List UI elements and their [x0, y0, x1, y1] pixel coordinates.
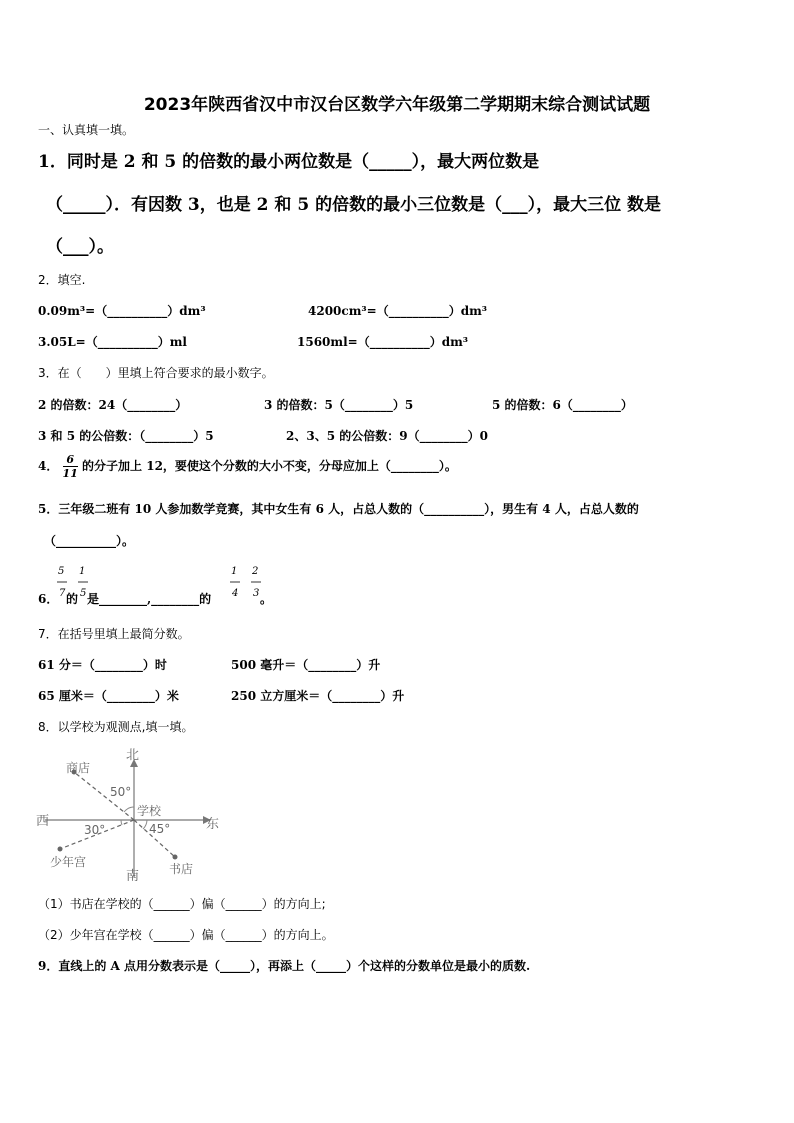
fraction-denominator: 4: [232, 588, 239, 599]
question-7-item: 250 立方厘米＝（________）升: [231, 689, 405, 703]
youth-palace-label: 少年宫: [50, 855, 87, 869]
angle-arc: [124, 807, 134, 812]
section-heading: 一、认真填一填。: [38, 123, 135, 137]
question-3-label: 3．在（ ）里填上符合要求的最小数字。: [38, 366, 274, 380]
youth-palace-point: [58, 847, 63, 852]
question-6-text: 。: [260, 592, 273, 606]
question-8-sub-2: （2）少年宫在学校（______）偏（______）的方向上。: [38, 928, 334, 942]
angle-label-45: 45°: [149, 822, 171, 836]
south-label: 南: [126, 869, 140, 884]
question-4: [38, 453, 457, 480]
question-3-item: 5 的倍数：6（________）: [492, 398, 633, 412]
fraction-denominator: 5: [80, 588, 87, 599]
question-5-line-1: 5．三年级二班有 10 人参加数学竞赛，其中女生有 6 人，占总人数的（__________），男生有 4 人，占总人数的: [38, 502, 639, 516]
question-7-label: 7．在括号里填上最简分数。: [38, 627, 190, 641]
question-3-item: 2 的倍数：24（________）: [38, 398, 188, 412]
fraction-numerator: 5: [58, 566, 65, 577]
east-label: 东: [206, 817, 220, 832]
question-3-item: 3 和 5 的公倍数：（________）5: [38, 429, 214, 443]
question-1-line-1: 1．同时是 2 和 5 的倍数的最小两位数是（_____），最大两位数是: [38, 152, 540, 172]
fraction-numerator: 1: [79, 566, 86, 577]
question-7-item: 65 厘米＝（________）米: [38, 689, 179, 703]
question-2-item: 1560ml=（__________）dm³: [297, 335, 469, 349]
question-8-sub-1: （1）书店在学校的（______）偏（______）的方向上;: [38, 897, 326, 911]
question-6-number: 6．: [38, 592, 59, 606]
angle-label-30: 30°: [84, 823, 106, 837]
question-4-text: 的分子加上 12，要使这个分数的大小不变，分母应加上（________）。: [82, 459, 457, 473]
fraction-denominator: 3: [253, 588, 260, 599]
fraction-6-11: $\frac{6}{11}$: [62, 453, 78, 480]
page-title: 2023年陕西省汉中市汉台区数学六年级第二学期期末综合测试试题: [143, 95, 651, 115]
angle-label-50: 50°: [110, 785, 132, 799]
north-label: 北: [126, 748, 140, 763]
question-7-item: 500 毫升＝（________）升: [231, 658, 381, 672]
fraction-numerator: 2: [252, 566, 259, 577]
angle-arc: [143, 820, 147, 829]
angle-arc: [121, 820, 122, 825]
shop-label: 商店: [66, 761, 91, 775]
question-3-item: 3 的倍数：5（________）5: [264, 398, 414, 412]
question-2-item: 4200cm³=（__________）dm³: [308, 304, 488, 318]
question-7-item: 61 分＝（________）时: [38, 658, 167, 672]
question-5-line-2: （__________）。: [44, 534, 135, 548]
question-6-text: 是________,________的: [87, 592, 212, 606]
school-label: 学校: [137, 804, 162, 818]
question-3-item: 2、3、5 的公倍数：9（________）0: [286, 429, 488, 443]
question-1-line-2: （_____）．有因数 3，也是 2 和 5 的倍数的最小三位数是（___），最大三位 数是: [46, 195, 661, 215]
question-9: 9．直线上的 A 点用分数表示是（_____），再添上（_____）个这样的分数单位是最小的质数.: [38, 959, 531, 973]
fraction-denominator: 7: [59, 588, 66, 599]
direction-diagram: [30, 745, 230, 885]
bookstore-label: 书店: [169, 862, 194, 876]
question-2-item: 3.05L=（__________）ml: [38, 335, 187, 349]
west-label: 西: [36, 814, 50, 829]
question-8-label: 8．以学校为观测点,填一填。: [38, 720, 194, 734]
question-1-line-3: （___）。: [46, 237, 114, 257]
question-2-label: 2．填空.: [38, 273, 86, 287]
question-4-number: 4．: [38, 459, 59, 473]
question-6-text: 的: [66, 592, 79, 606]
bookstore-point: [173, 855, 178, 860]
fraction-bars: [55, 580, 265, 586]
fraction-numerator: 1: [231, 566, 238, 577]
question-2-item: 0.09m³=（__________）dm³: [38, 304, 206, 318]
